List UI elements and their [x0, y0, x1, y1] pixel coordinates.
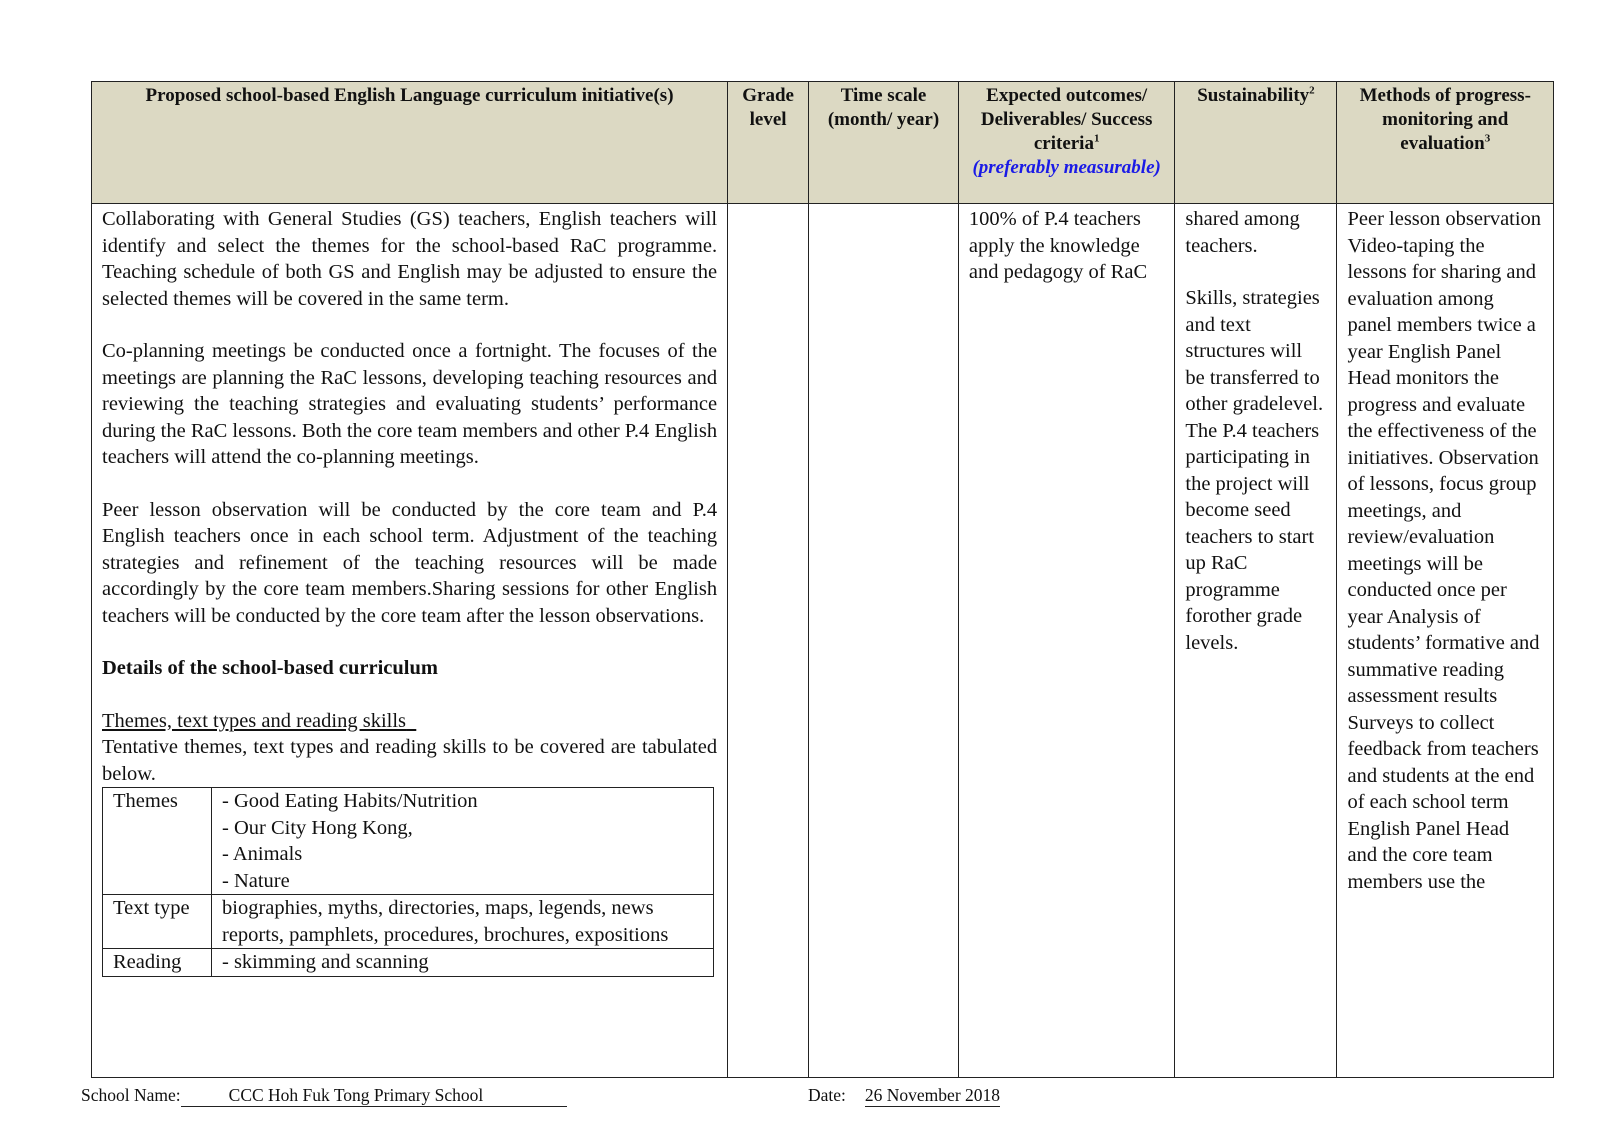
- expected-outcomes-cell: [958, 204, 1174, 1078]
- initiative-cell: [92, 204, 728, 1078]
- header-methods: Methods of progress-monitoring and evaluation$^3$: [1337, 82, 1554, 204]
- school-name-label: School Name:: [81, 1085, 181, 1105]
- initiative-paragraph-3: Peer lesson observation will be conducted by the core team and P.4 English teachers once in each school term. Adjustment of the teaching strategies and refinement of the teaching resources will be made accordingly by the core team members.Sharing sessions for other English teachers will be conducted by the core team after the lesson observations.: [102, 498, 718, 627]
- themes-subheading: Themes, text types and reading skills: [102, 709, 407, 732]
- school-name-footer: [81, 1085, 567, 1107]
- methods-cell: [1337, 204, 1554, 1078]
- header-initiative: Proposed school-based English Language curriculum initiative(s): [92, 82, 728, 204]
- initiative-paragraph-1: Collaborating with General Studies (GS) teachers, English teachers will identify and select the themes for the school-based RaC programme. Teaching schedule of both GS and English may be adjusted to ensure the selected themes will be covered in the same term.: [102, 208, 718, 310]
- header-grade-level: Grade level: [728, 82, 809, 204]
- reading-label: Reading: [103, 949, 212, 977]
- reading-value: - skimming and scanning: [212, 949, 714, 977]
- themes-row: [103, 788, 714, 895]
- school-name-value: CCC Hoh Fuk Tong Primary School: [181, 1085, 568, 1107]
- date-label: Date:: [808, 1085, 846, 1105]
- initiative-paragraph-2: Co-planning meetings be conducted once a fortnight. The focuses of the meetings are planning the RaC lessons, developing teaching resources and reviewing the teaching strategies and evaluating students’ performance during the RaC lessons. Both the core team members and other P.4 English teachers will attend the co-planning meetings.: [102, 340, 718, 468]
- themes-table: [102, 787, 714, 977]
- header-expected-outcomes: Expected outcomes/ Deliverables/ Success criteria$^1$ (preferably measurable): [958, 82, 1174, 204]
- texttype-row: [103, 895, 714, 949]
- sustainability-text-1: shared among teachers.: [1185, 208, 1300, 257]
- theme-item: - Animals: [222, 843, 303, 865]
- curriculum-table: [91, 81, 1554, 1078]
- outcomes-text: 100% of P.4 teachers apply the knowledge and pedagogy of RaC: [968, 208, 1148, 283]
- theme-item: - Good Eating Habits/Nutrition: [222, 790, 478, 812]
- details-heading: Details of the school-based curriculum: [102, 657, 438, 679]
- sustainability-text-2: Skills, strategies and text structures will be transferred to other gradelevel. The P.4 teachers participating in the project will become seed teachers to start up RaC programme forother grade levels.: [1185, 287, 1324, 654]
- theme-item: - Nature: [222, 869, 290, 892]
- sustainability-cell: [1175, 204, 1337, 1078]
- reading-row: [103, 949, 714, 977]
- header-sustainability: Sustainability$^2$: [1175, 82, 1337, 204]
- content-row: [92, 204, 1554, 1078]
- theme-item: - Our City Hong Kong,: [222, 816, 413, 839]
- methods-text: Peer lesson observation Video-taping the lessons for sharing and evaluation among panel members twice a year English Panel Head monitors the progress and evaluate the effectiveness of the initiatives. Observation of lessons, focus group meetings, and review/evaluation meetings will be conducted once per year Analysis of students’ formative and summative reading assessment results Surveys to collect feedback from teachers and students at the end of each school term English Panel Head and the core team members use the: [1347, 208, 1542, 893]
- header-row: [92, 82, 1554, 204]
- date-value: 26 November 2018: [864, 1085, 1001, 1105]
- texttype-value: biographies, myths, directories, maps, legends, news reports, pamphlets, procedures, brochures, expositions: [212, 895, 714, 949]
- time-scale-cell: [809, 204, 959, 1078]
- header-time-scale: Time scale (month/ year): [809, 82, 959, 204]
- themes-list: [212, 788, 714, 895]
- grade-level-cell: [728, 204, 809, 1078]
- texttype-label: Text type: [103, 895, 212, 949]
- themes-intro: Tentative themes, text types and reading skills to be covered are tabulated below.: [102, 736, 718, 785]
- preferably-measurable-note: (preferably measurable): [972, 157, 1161, 178]
- date-footer: [808, 1085, 1000, 1107]
- themes-label: Themes: [103, 788, 212, 895]
